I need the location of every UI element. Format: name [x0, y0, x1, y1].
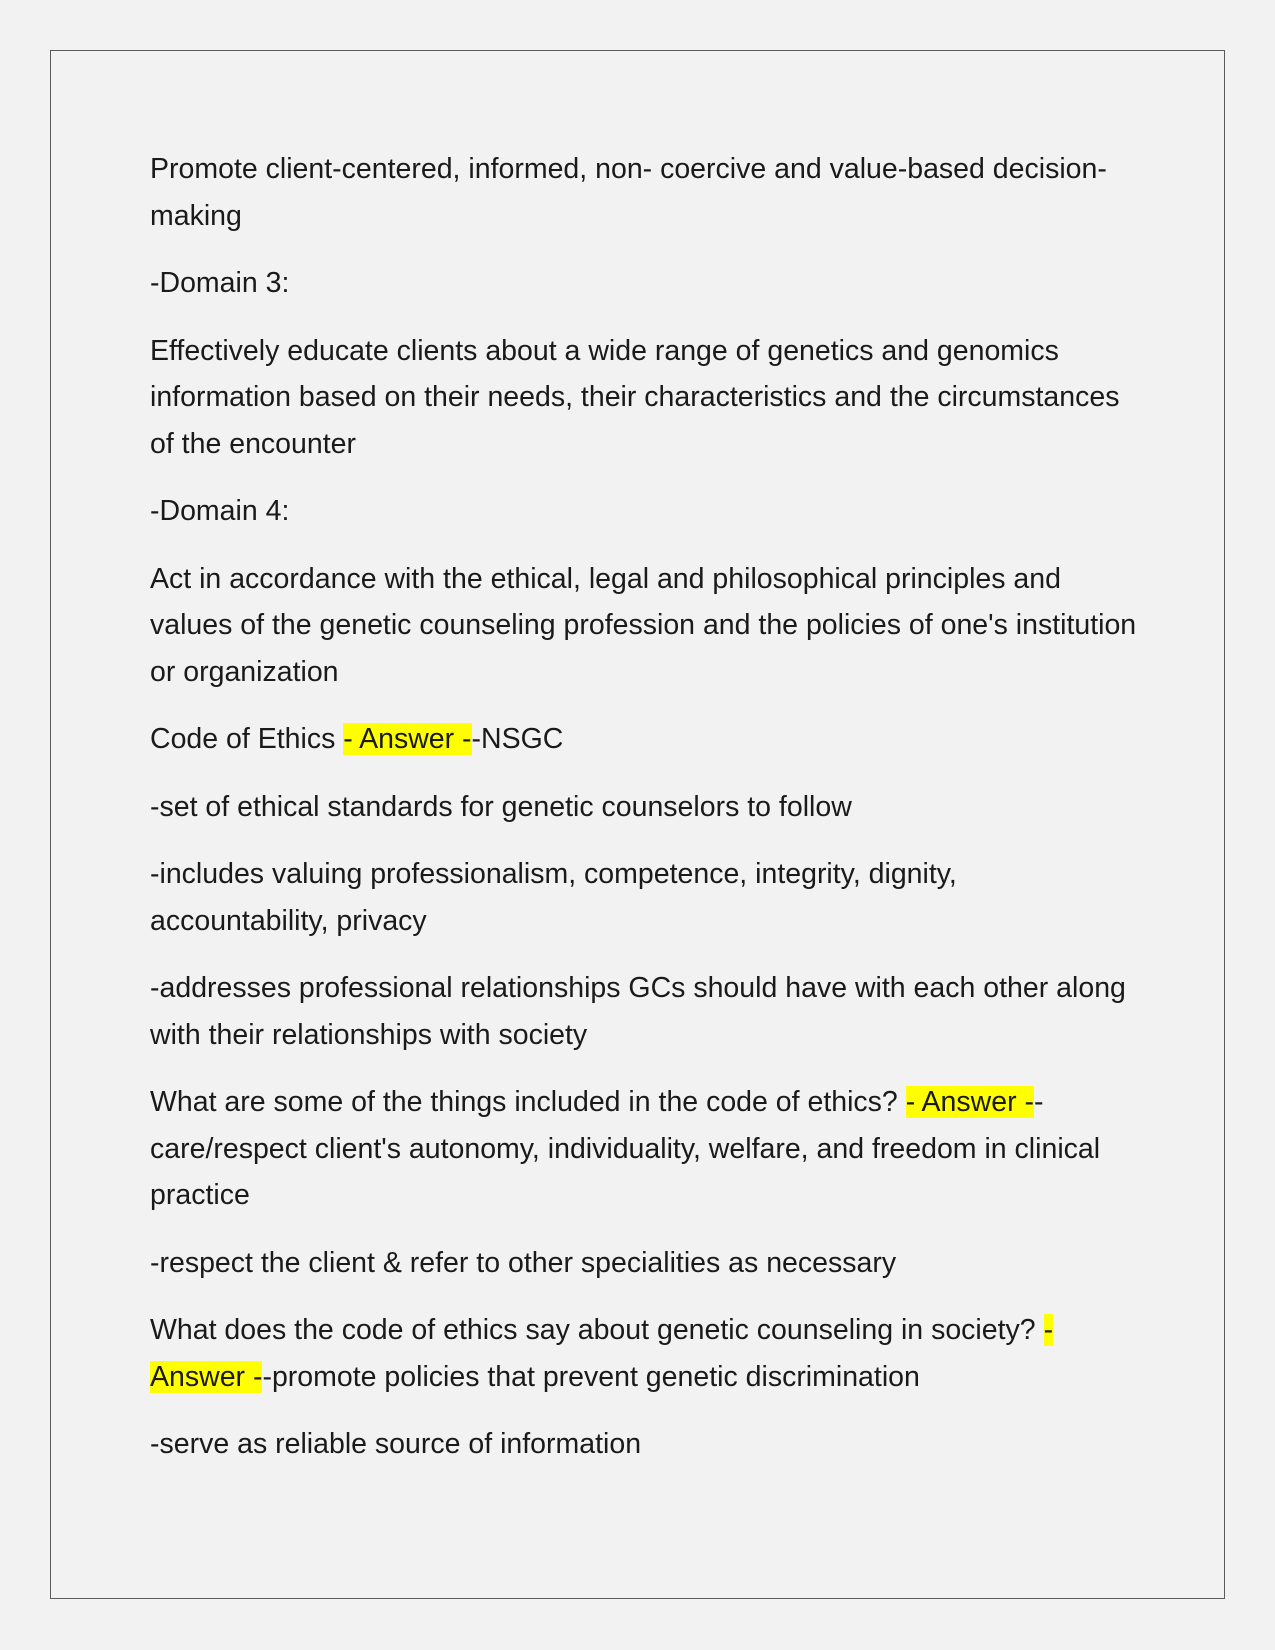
text-run: -addresses professional relationships GCs should have with each other along with their relationships with society: [150, 972, 1126, 1051]
text-run: -NSGC: [471, 723, 564, 755]
answer-highlight: - Answer -: [343, 723, 472, 755]
document-body: [150, 146, 1140, 1489]
domain-4-heading: [150, 488, 1140, 535]
text-run: -set of ethical standards for genetic counselors to follow: [150, 790, 852, 823]
ethics-standards-item: [150, 784, 1140, 831]
domain-4-description: [150, 556, 1140, 696]
ethics-society-question: [150, 1307, 1140, 1400]
text-run: Act in accordance with the ethical, legal and philosophical principles and values of the genetic counseling profession and the policies of one's institution or organization: [150, 562, 1137, 688]
text-run: What does the code of ethics say about genetic counseling in society?: [150, 1314, 1044, 1346]
code-of-ethics-question: [150, 716, 1140, 763]
text-run: -promote policies that prevent genetic discrimination: [262, 1360, 920, 1393]
text-run: What are some of the things included in the code of ethics?: [150, 1086, 906, 1118]
text-run: Promote client-centered, informed, non- coercive and value-based decision-making: [150, 153, 1107, 232]
ethics-relationships-item: [150, 965, 1140, 1058]
text-run: -Domain 4:: [150, 495, 290, 527]
respect-client-item: [150, 1240, 1140, 1287]
text-run: -respect the client & refer to other specialities as necessary: [150, 1246, 897, 1279]
domain-2-description: [150, 146, 1140, 239]
text-run: -care/respect client's autonomy, individuality, welfare, and freedom in clinical practice: [150, 1086, 1101, 1211]
text-run: -includes valuing professionalism, competence, integrity, dignity, accountability, privacy: [150, 858, 957, 937]
text-run: -serve as reliable source of information: [150, 1428, 642, 1460]
domain-3-description: [150, 328, 1140, 468]
domain-3-heading: [150, 260, 1140, 307]
answer-highlight: - Answer -: [905, 1086, 1034, 1118]
ethics-contents-question: [150, 1079, 1140, 1219]
ethics-values-item: [150, 851, 1140, 944]
text-run: -Domain 3:: [150, 267, 290, 299]
reliable-source-item: [150, 1421, 1140, 1468]
text-run: Effectively educate clients about a wide range of genetics and genomics information based on their needs, their characteristics and the circumstances of the encounter: [150, 334, 1120, 460]
text-run: Code of Ethics: [150, 723, 344, 755]
answer-highlight: - Answer -: [150, 1314, 1054, 1393]
